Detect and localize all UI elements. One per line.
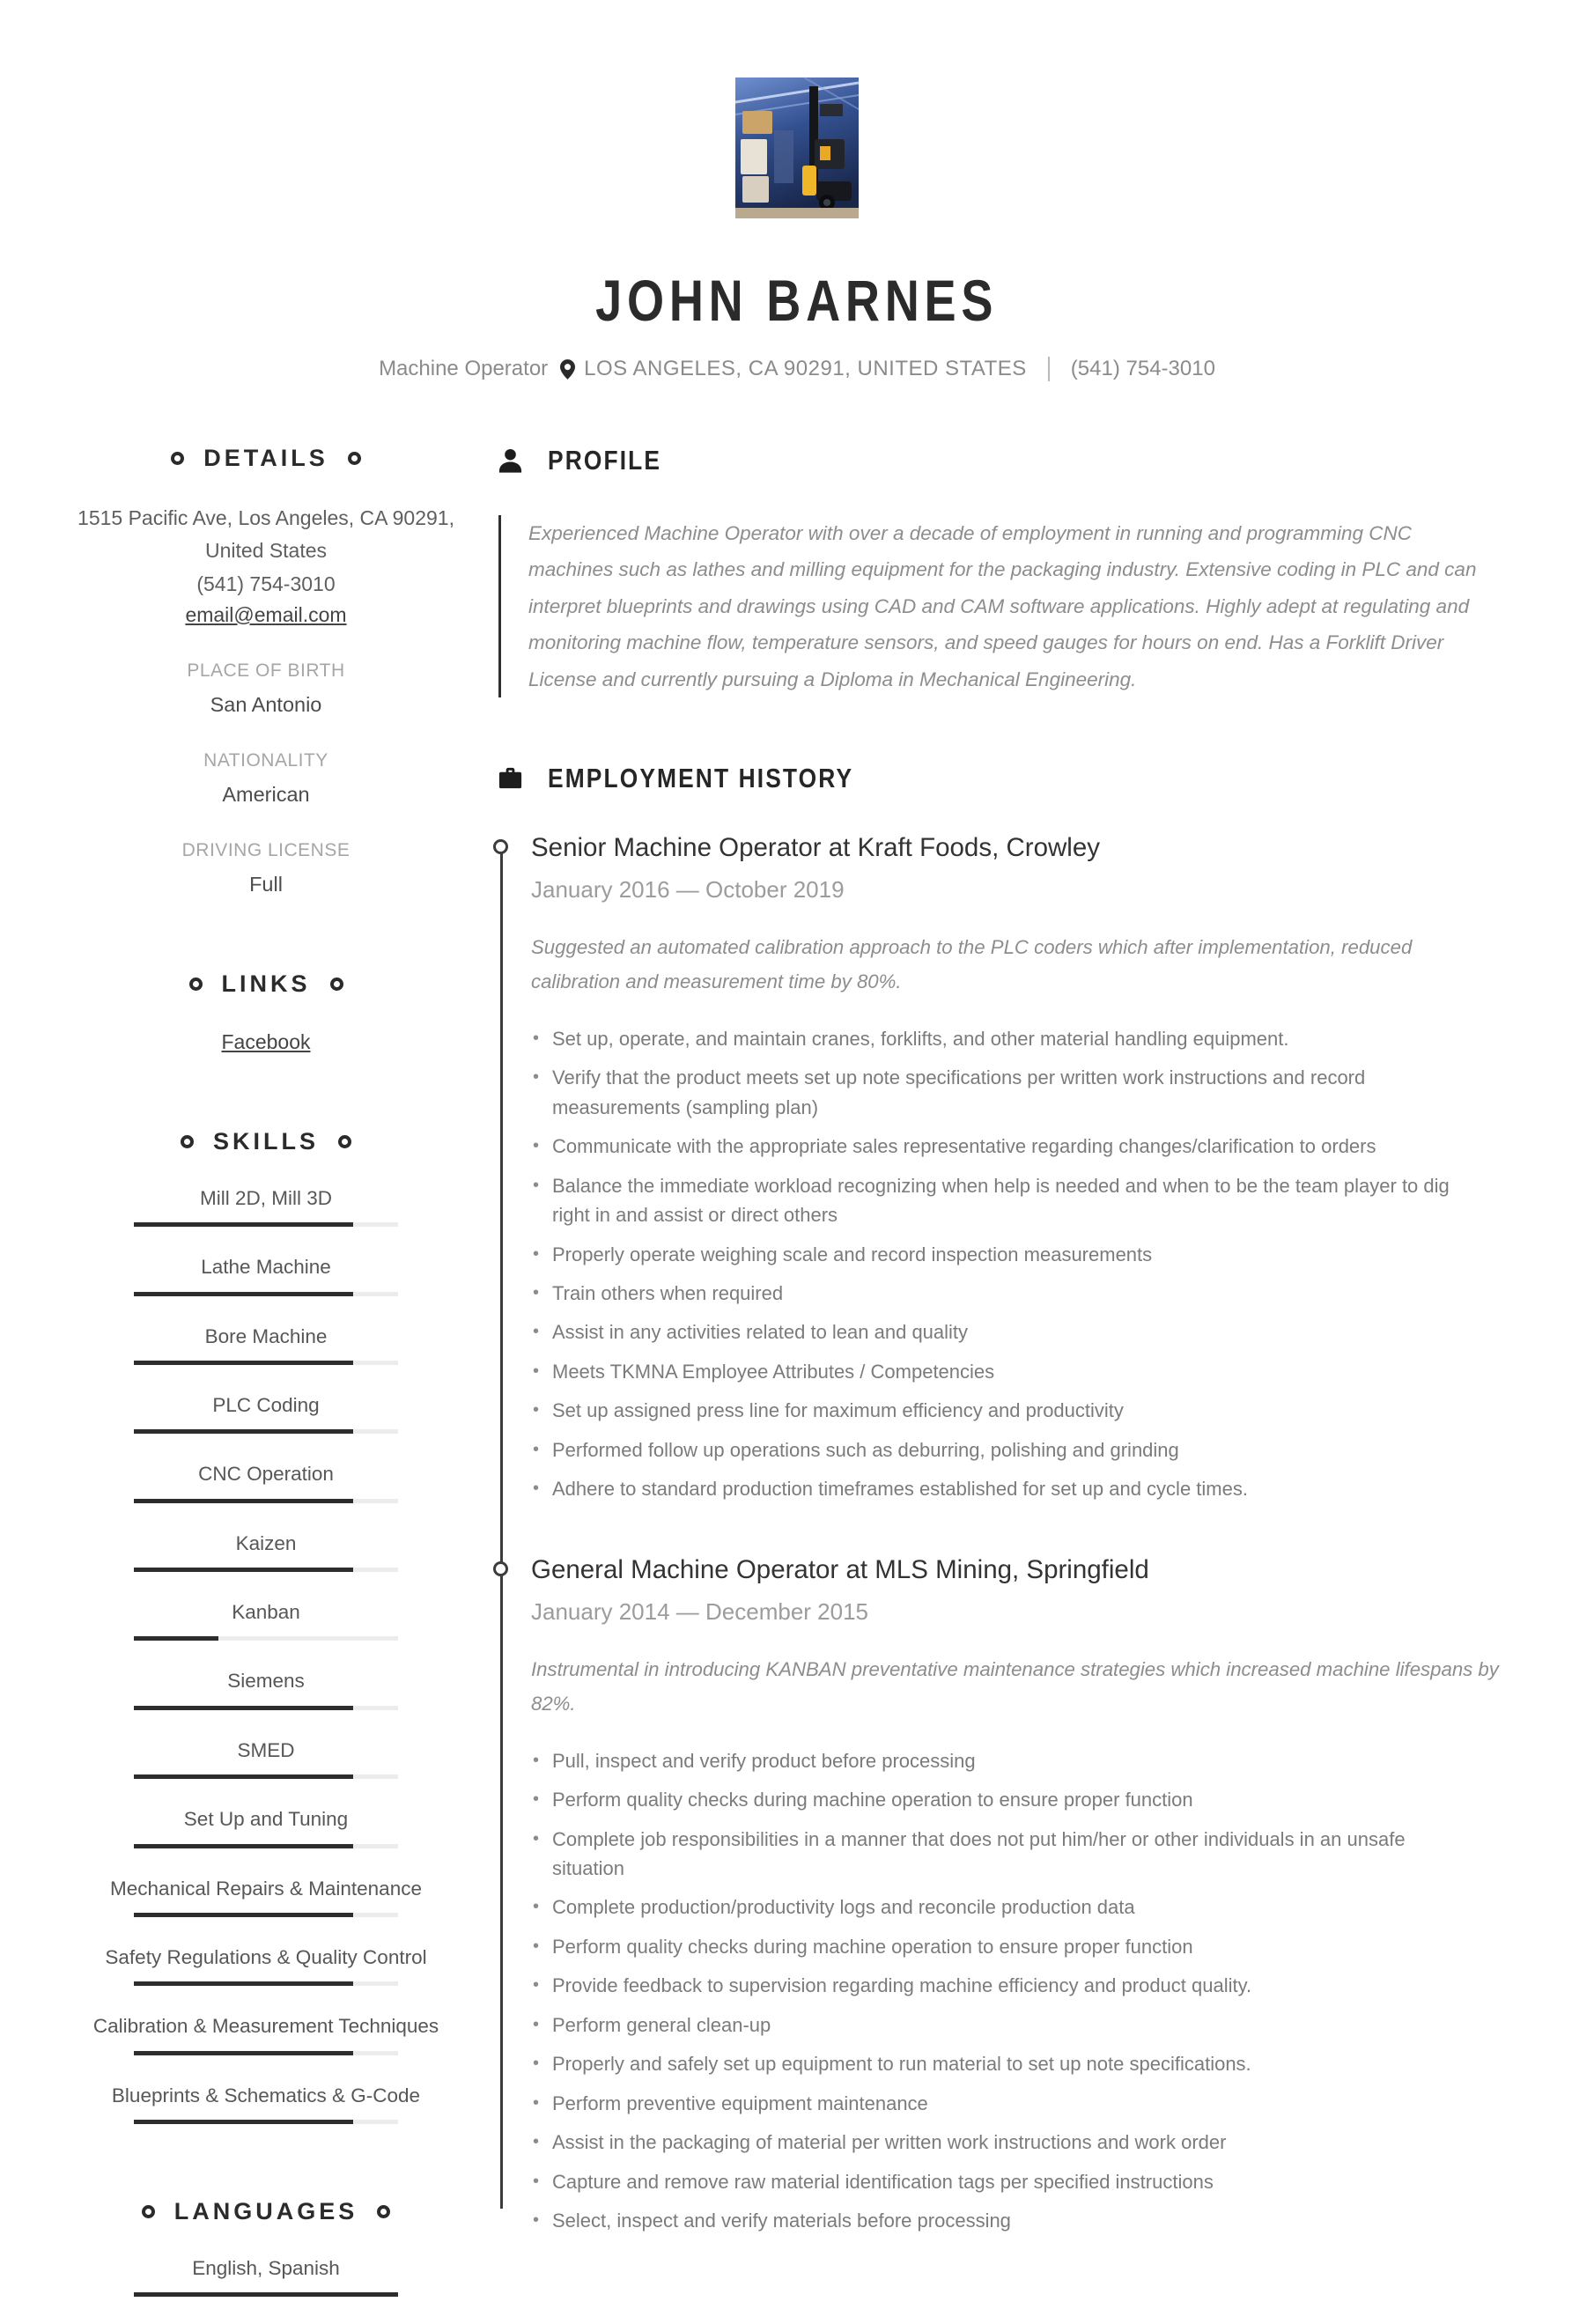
skill-bar-fill (134, 1429, 353, 1434)
skill-bar (134, 1636, 398, 1641)
skill-name: Set Up and Tuning (183, 1808, 349, 1831)
phone-text: (541) 754-3010 (1070, 357, 1215, 380)
ring-icon (377, 2205, 390, 2218)
detail-field (67, 750, 465, 807)
profile-photo (735, 77, 859, 218)
briefcase-icon (497, 764, 524, 792)
skill-name: Bore Machine (204, 1324, 328, 1347)
bullet-item: • Assist in any activities related to lean and quality (531, 1317, 1482, 1346)
language-bar-fill (134, 2292, 398, 2297)
skill-bar-fill (134, 1292, 353, 1296)
ring-icon (189, 978, 203, 991)
skill-bar (134, 1981, 398, 1986)
phone-detail-text: (541) 754-3010 (196, 572, 336, 595)
bullet-item: • Perform preventive equipment maintenance (531, 2089, 1482, 2118)
email-link[interactable]: email@email.com (185, 602, 347, 626)
skill-bar-fill (134, 1636, 218, 1641)
job-title: General Machine Operator at MLS Mining, Springfield (531, 1554, 1149, 1584)
skill-name: Blueprints & Schematics & G-Code (111, 2084, 421, 2106)
skill-item (67, 1254, 465, 1295)
skill-bar (134, 2120, 398, 2124)
employment-section-title: EMPLOYMENT HISTORY (497, 763, 1532, 794)
skill-bar (134, 1706, 398, 1710)
skill-item (67, 1737, 465, 1779)
skill-item (67, 1944, 465, 1986)
skill-item (67, 1531, 465, 1572)
facebook-link[interactable]: Facebook (221, 1029, 311, 1053)
ring-icon (142, 2205, 155, 2218)
detail-field-value: American (222, 782, 310, 806)
job-dates: January 2014 — December 2015 (531, 1597, 869, 1625)
bullet-item: • Select, inspect and verify materials before processing (531, 2206, 1482, 2235)
skill-bar-fill (134, 1499, 353, 1503)
details-title: DETAILS (67, 445, 465, 472)
links-section (67, 970, 465, 1054)
bullet-list (531, 1024, 1532, 1504)
skill-name: Kaizen (235, 1531, 297, 1554)
skill-bar-fill (134, 1774, 353, 1779)
links-title: LINKS (67, 970, 465, 998)
skill-bar (134, 1844, 398, 1848)
detail-field (67, 660, 465, 717)
detail-field-label: PLACE OF BIRTH (187, 660, 345, 681)
bullet-item: • Performed follow up operations such as deburring, polishing and grinding (531, 1435, 1482, 1464)
bullet-item: • Communicate with the appropriate sales representative regarding changes/clarification to orders (531, 1132, 1482, 1161)
bullet-item: • Properly and safely set up equipment to run material to set up note specifications. (531, 2049, 1482, 2078)
bullet-item: • Adhere to standard production timeframes established for set up and cycle times. (531, 1474, 1482, 1503)
job-title: Senior Machine Operator at Kraft Foods, Crowley (531, 832, 1101, 862)
skill-item (67, 1461, 465, 1502)
job-summary: Suggested an automated calibration approach to the PLC coders which after implementation, reduced calibration and measurement time by 80%. (531, 935, 1413, 993)
skill-item (67, 1185, 465, 1227)
skill-name: Kanban (232, 1601, 300, 1623)
skill-bar-fill (134, 1844, 353, 1848)
contact-row (0, 357, 1594, 381)
profile-text: Experienced Machine Operator with over a decade of employment in running and programming CNC machines such as lathes and milling equipment for the packaging industry. Extensive coding in PLC and can interpret blueprints and drawings using CAD and CAM software applications. Highly adept at regulating and monitoring machine flow, temperature sensors, and speed gauges for hours on end. Has a Forklift Driver License and currently pursuing a Diploma in Mechanical Engineering. (498, 515, 1485, 697)
skill-bar (134, 1429, 398, 1434)
bullet-item: • Set up assigned press line for maximum efficiency and productivity (531, 1396, 1482, 1425)
language-name: English, Spanish (192, 2257, 340, 2279)
skill-bar (134, 1774, 398, 1779)
skill-bar-fill (134, 1981, 353, 1986)
skill-bar (134, 1499, 398, 1503)
links-list (67, 1028, 465, 1054)
skill-bar (134, 1913, 398, 1917)
bullet-item: • Perform quality checks during machine operation to ensure proper function (531, 1932, 1482, 1961)
skill-name: Calibration & Measurement Techniques (92, 2015, 439, 2038)
resume-header (0, 0, 1594, 381)
skill-bar-fill (134, 1222, 353, 1227)
skill-bar-fill (134, 2120, 353, 2124)
skill-bar (134, 2051, 398, 2055)
separator-bar (1048, 357, 1050, 381)
skill-bar-fill (134, 2051, 353, 2055)
skill-name: Mechanical Repairs & Maintenance (110, 1877, 422, 1900)
ring-icon (338, 1135, 351, 1148)
skill-name: Siemens (227, 1670, 305, 1693)
skill-name: Safety Regulations & Quality Control (105, 1945, 427, 1968)
job-entry (531, 833, 1532, 1504)
jobs-timeline (498, 833, 1532, 2235)
employment-section (497, 763, 1532, 2235)
detail-field-label: NATIONALITY (203, 749, 328, 771)
languages-title: LANGUAGES (67, 2198, 465, 2225)
detail-field-value: San Antonio (210, 692, 322, 716)
ring-icon (171, 452, 184, 465)
location-text: LOS ANGELES, CA 90291, UNITED STATES (584, 357, 1027, 380)
detail-fields (67, 660, 465, 896)
languages-list (67, 2255, 465, 2297)
skill-item (67, 1668, 465, 1709)
bullet-item: • Properly operate weighing scale and record inspection measurements (531, 1240, 1482, 1269)
skill-item (67, 2083, 465, 2124)
job-dates: January 2016 — October 2019 (531, 875, 845, 903)
sidebar (67, 445, 465, 2324)
profile-section-title: PROFILE (497, 445, 1532, 476)
main-column (497, 445, 1532, 2324)
skill-bar-fill (134, 1361, 353, 1365)
skill-item (67, 1599, 465, 1641)
person-icon (497, 447, 524, 475)
bullet-item: • Set up, operate, and maintain cranes, forklifts, and other material handling equipment. (531, 1024, 1482, 1053)
ring-icon (348, 452, 361, 465)
skill-name: Lathe Machine (201, 1256, 331, 1279)
skills-title: SKILLS (67, 1128, 465, 1155)
skills-section (67, 1128, 465, 2124)
skill-bar (134, 1568, 398, 1572)
bullet-item: • Perform general clean-up (531, 2010, 1482, 2040)
bullet-item: • Perform quality checks during machine operation to ensure proper function (531, 1785, 1482, 1814)
bullet-item: • Verify that the product meets set up note specifications per written work instructions and record measurements (sampling plan) (531, 1063, 1482, 1122)
language-item (67, 2255, 465, 2297)
job-summary: Instrumental in introducing KANBAN preventative maintenance strategies which increased machine lifespans by 82%. (531, 1657, 1499, 1715)
skill-name: SMED (237, 1738, 295, 1761)
bullet-item: • Complete job responsibilities in a manner that does not put him/her or other individuals in an unsafe situation (531, 1825, 1482, 1884)
languages-section (67, 2198, 465, 2297)
bullet-item: • Train others when required (531, 1279, 1482, 1308)
skill-name: CNC Operation (198, 1463, 334, 1486)
ring-icon (181, 1135, 194, 1148)
profile-section (497, 445, 1532, 697)
skill-item (67, 1392, 465, 1434)
detail-field (67, 840, 465, 896)
skills-list (67, 1185, 465, 2124)
candidate-name: JOHN BARNES (595, 268, 999, 333)
bullet-item: • Balance the immediate workload recognizing when help is needed and when to be the team player to dig right in and assist or direct others (531, 1171, 1482, 1230)
bullet-item: • Provide feedback to supervision regarding machine efficiency and product quality. (531, 1971, 1482, 2000)
ring-icon (330, 978, 343, 991)
skill-bar-fill (134, 1568, 353, 1572)
bullet-item: • Complete production/productivity logs and reconcile production data (531, 1892, 1482, 1922)
address-text: 1515 Pacific Ave, Los Angeles, CA 90291, United States (77, 506, 454, 563)
skill-item (67, 1876, 465, 1917)
job-entry (531, 1555, 1532, 2236)
bullet-item: • Meets TKMNA Employee Attributes / Competencies (531, 1357, 1482, 1386)
skill-bar-fill (134, 1706, 353, 1710)
skill-bar-fill (134, 1913, 353, 1917)
link-row (67, 1028, 465, 1054)
skill-bar (134, 1222, 398, 1227)
skill-item (67, 1806, 465, 1848)
skill-bar (134, 1292, 398, 1296)
skill-bar (134, 1361, 398, 1365)
bullet-item: • Capture and remove raw material identification tags per specified instructions (531, 2167, 1482, 2196)
skill-item (67, 1324, 465, 1365)
bullet-item: • Assist in the packaging of material per written work instructions and work order (531, 2128, 1482, 2157)
location-pin-icon (560, 359, 575, 380)
skill-name: Mill 2D, Mill 3D (199, 1186, 332, 1209)
warehouse-forklift-photo (735, 77, 859, 218)
skill-name: PLC Coding (212, 1393, 320, 1416)
skill-item (67, 2013, 465, 2055)
bullet-list (531, 1746, 1532, 2236)
details-section (67, 445, 465, 896)
detail-field-label: DRIVING LICENSE (181, 839, 351, 860)
location-group (560, 357, 1027, 381)
bullet-item: • Pull, inspect and verify product before processing (531, 1746, 1482, 1775)
role-text: Machine Operator (379, 357, 549, 380)
detail-field-value: Full (249, 872, 283, 896)
language-bar (134, 2292, 398, 2297)
